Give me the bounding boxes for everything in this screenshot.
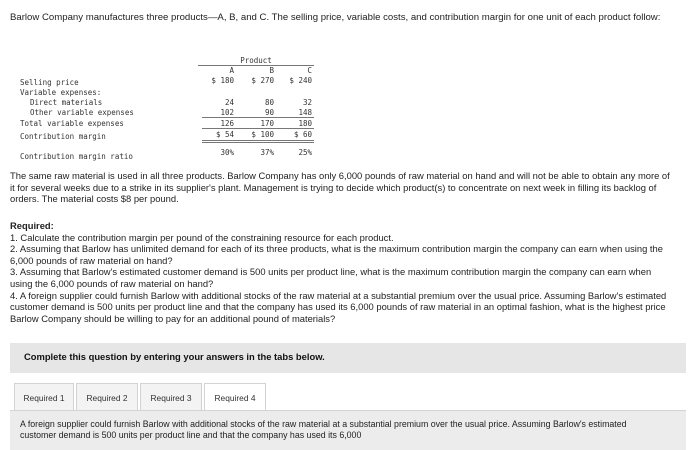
subtotal-rule (202, 117, 314, 118)
tab-required-4[interactable]: Required 4 (204, 383, 266, 411)
tab-required-2[interactable]: Required 2 (76, 383, 138, 411)
column-b-header: B (269, 66, 274, 75)
cell: 180 (298, 119, 312, 128)
cell: 25% (298, 148, 312, 157)
cell: 170 (260, 119, 274, 128)
total-rule (202, 128, 314, 129)
required-heading: Required: (10, 220, 54, 231)
instruction-text: Complete this question by entering your answers in the tabs below. (24, 351, 325, 362)
tab-required-3[interactable]: Required 3 (140, 383, 202, 411)
cell: $ 100 (251, 130, 274, 139)
row-label-direct-materials: Direct materials (30, 98, 103, 107)
cell: $ 60 (293, 130, 312, 139)
cell: 148 (298, 108, 312, 117)
tab-panel (10, 410, 686, 450)
row-label-variable-expenses: Variable expenses: (20, 88, 102, 97)
cell: 80 (264, 98, 274, 107)
product-table (20, 56, 320, 164)
instruction-banner (10, 343, 686, 373)
row-label-contribution-margin: Contribution margin (20, 132, 106, 141)
cell: 102 (220, 108, 234, 117)
double-rule-top (202, 140, 314, 141)
tab-panel-text: A foreign supplier could furnish Barlow with additional stocks of the raw material at a substantial premium over the usual price. Assuming Barlow's estimated customer demand is 500 units per product line and that the company has used its 6,000 (20, 419, 627, 440)
row-label-total-variable: Total variable expenses (20, 119, 124, 128)
intro-text: Barlow Company manufactures three products—A, B, and C. The selling price, variable costs, and contribution margin for one unit of each product follow: (10, 12, 661, 23)
cell: 30% (220, 148, 234, 157)
requirement-2: 2. Assuming that Barlow has unlimited demand for each of its three products, what is the maximum contribution margin the company can earn when using the 6,000 pounds of raw material on hand? (10, 243, 663, 266)
product-header: Product (240, 56, 272, 65)
cell: 37% (260, 148, 274, 157)
column-a-header: A (229, 66, 234, 75)
cell: 24 (224, 98, 234, 107)
cell: $ 240 (289, 76, 312, 85)
cell: 90 (264, 108, 274, 117)
cell: $ 270 (251, 76, 274, 85)
column-c-header: C (307, 66, 312, 75)
required-section (10, 220, 676, 324)
row-label-selling-price: Selling price (20, 78, 79, 87)
cell: $ 180 (211, 76, 234, 85)
constraint-paragraph: The same raw material is used in all three products. Barlow Company has only 6,000 pounds of raw material on hand and will not be able to obtain any more of it for several weeks due to a strike in its supplier's plant. Management is trying to decide which product(s) to concentrate on next week in filling its backlog of orders. The material costs $8 per pound. (10, 170, 670, 205)
requirement-3: 3. Assuming that Barlow's estimated customer demand is 500 units per product line, what is the maximum contribution margin the company can earn when using the 6,000 pounds of raw material on hand? (10, 266, 652, 289)
cell: 32 (302, 98, 312, 107)
tab-required-1[interactable]: Required 1 (14, 383, 74, 411)
cell: $ 54 (215, 130, 234, 139)
row-label-other-variable: Other variable expenses (30, 108, 134, 117)
cell: 126 (220, 119, 234, 128)
requirement-4: 4. A foreign supplier could furnish Barlow with additional stocks of the raw material at a substantial premium over the usual price. Assuming Barlow's estimated customer demand is 500 units per product line and that the company has used its 6,000 pounds of raw material in an optimal fashion, what is the highest price Barlow Company should be willing to pay for an additional pound of materials? (10, 289, 667, 324)
requirement-1: 1. Calculate the contribution margin per pound of the constraining resource for each product. (10, 231, 394, 243)
double-rule-bottom (202, 142, 314, 143)
row-label-cm-ratio: Contribution margin ratio (20, 152, 133, 161)
